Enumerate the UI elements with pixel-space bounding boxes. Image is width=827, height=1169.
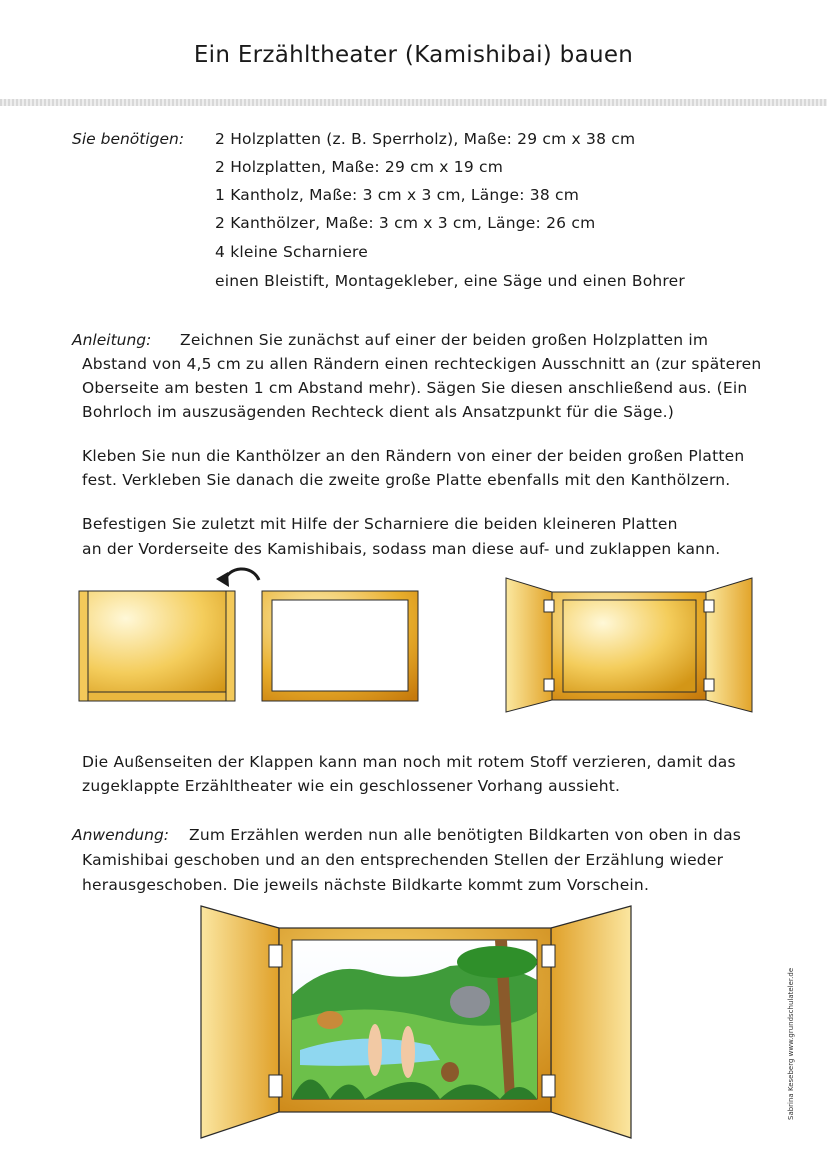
left-flap xyxy=(201,906,279,1138)
instructions-label: Anleitung: xyxy=(72,331,152,349)
front-frame xyxy=(262,591,418,701)
material-item: 2 Holzplatten (z. B. Sperrholz), Maße: 29 cm x 38 cm xyxy=(215,130,636,148)
opened-kamishibai xyxy=(506,578,752,712)
instruction-line: fest. Verkleben Sie danach die zweite große Platte ebenfalls mit den Kanthölzern. xyxy=(82,471,731,489)
instruction-line: Oberseite am besten 1 cm Abstand mehr). Sägen Sie diesen anschließend aus. (Ein xyxy=(82,379,748,397)
usage-line: herausgeschoben. Die jeweils nächste Bildkarte kommt zum Vorschein. xyxy=(82,876,650,894)
right-flap xyxy=(551,906,631,1138)
title-divider xyxy=(0,99,827,106)
story-card xyxy=(292,940,537,1099)
instruction-line: Abstand von 4,5 cm zu allen Rändern einen rechteckigen Ausschnitt an (zur späteren xyxy=(82,355,762,373)
instruction-line: Befestigen Sie zuletzt mit Hilfe der Scharniere die beiden kleineren Platten xyxy=(82,515,678,533)
instruction-line: Kleben Sie nun die Kanthölzer an den Rändern von einer der beiden großen Platten xyxy=(82,447,745,465)
instruction-line: zugeklappte Erzähltheater wie ein geschlossener Vorhang aussieht. xyxy=(82,777,621,795)
instruction-line: an der Vorderseite des Kamishibais, sodass man diese auf- und zuklappen kann. xyxy=(82,540,721,558)
usage-line: Zum Erzählen werden nun alle benötigten Bildkarten von oben in das xyxy=(189,826,742,844)
usage-line: Kamishibai geschoben und an den entsprechenden Stellen der Erzählung wieder xyxy=(82,851,724,869)
credit-text: Sabrina Keseberg www.grundschulateler.de xyxy=(787,967,795,1120)
kamishibai-scene-illustration xyxy=(0,900,827,1150)
usage-label: Anwendung: xyxy=(72,826,170,844)
assembly-illustration xyxy=(0,560,827,720)
flip-arrow xyxy=(224,569,259,582)
material-item: 2 Kanthölzer, Maße: 3 cm x 3 cm, Länge: 26 cm xyxy=(215,214,596,232)
materials-label: Sie benötigen: xyxy=(72,130,185,148)
material-item: 4 kleine Scharniere xyxy=(215,243,369,261)
box-with-battens xyxy=(79,591,235,701)
material-item: 1 Kantholz, Maße: 3 cm x 3 cm, Länge: 38 cm xyxy=(215,186,580,204)
instruction-line: Die Außenseiten der Klappen kann man noch mit rotem Stoff verzieren, damit das xyxy=(82,753,736,771)
material-item: einen Bleistift, Montagekleber, eine Säge und einen Bohrer xyxy=(215,272,685,290)
page-title: Ein Erzähltheater (Kamishibai) bauen xyxy=(193,42,634,68)
instruction-line: Zeichnen Sie zunächst auf einer der beiden großen Holzplatten im xyxy=(180,331,709,349)
instruction-line: Bohrloch im auszusägenden Rechteck dient als Ansatzpunkt für die Säge.) xyxy=(82,403,675,421)
material-item: 2 Holzplatten, Maße: 29 cm x 19 cm xyxy=(215,158,504,176)
